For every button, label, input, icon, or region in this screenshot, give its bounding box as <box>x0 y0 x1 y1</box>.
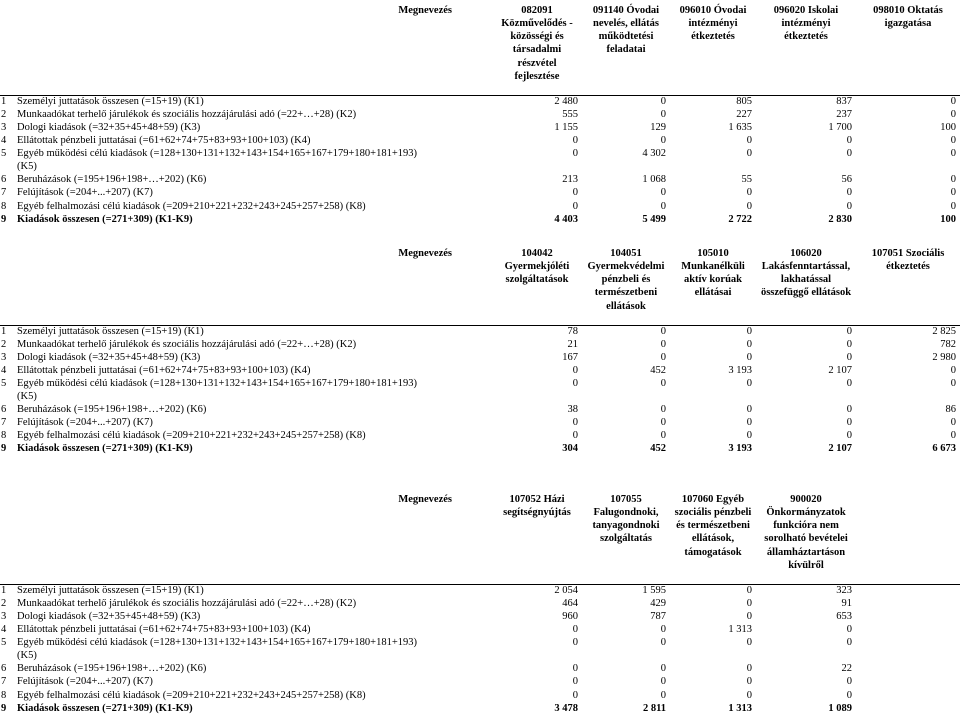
table-row <box>0 443 960 456</box>
value-cell: 0 <box>846 637 852 649</box>
value-cell: 0 <box>660 676 666 688</box>
value-cell: 0 <box>660 338 666 350</box>
value-cell: 0 <box>660 351 666 363</box>
value-cell: 0 <box>846 404 852 416</box>
value-cell: 2 980 <box>932 351 956 363</box>
table-row-continuation <box>0 391 960 404</box>
value-cell: 38 <box>567 404 578 416</box>
value-cell: 0 <box>660 663 666 675</box>
value-cell: 0 <box>746 135 752 147</box>
column-header: 900020 Önkormányzatok funkcióra nem sorolható bevételei államháztartáson kívülről <box>764 494 848 571</box>
value-cell: 0 <box>572 378 578 389</box>
row-label: Munkaadókat terhelő járulékok és szociális hozzájárulási adó (=22+…+28) (K2) <box>17 338 357 350</box>
value-cell: 0 <box>572 417 578 429</box>
row-label: Egyéb felhalmozási célú kiadások (=209+210+221+232+243+245+257+258) (K8) <box>17 430 366 442</box>
value-cell: 0 <box>846 676 852 688</box>
column-header: 107051 Szociális étkeztetés <box>871 248 945 273</box>
table-row-continuation <box>0 161 960 174</box>
value-cell: 805 <box>670 95 756 109</box>
value-cell: 3 193 <box>728 443 752 455</box>
value-cell: 0 <box>660 187 666 199</box>
value-cell: 4 403 <box>554 213 578 225</box>
value-cell: 2 107 <box>828 364 852 376</box>
row-number: 2 <box>1 597 7 609</box>
row-number: 8 <box>1 430 7 442</box>
row-number: 9 <box>1 702 7 714</box>
value-cell: 86 <box>945 404 956 416</box>
row-number: 8 <box>1 689 7 701</box>
table-section <box>0 245 960 457</box>
value-cell: 0 <box>572 200 578 212</box>
value-cell: 2 054 <box>492 584 582 598</box>
column-header: 107060 Egyéb szociális pénzbeli és természetbeni ellátások, támogatások <box>674 494 752 558</box>
value-cell: 0 <box>950 135 956 147</box>
table-section <box>0 491 960 716</box>
table-row <box>0 365 960 378</box>
value-cell: 0 <box>756 325 856 339</box>
value-cell: 0 <box>670 325 756 339</box>
value-cell: 0 <box>572 624 578 636</box>
value-cell: 0 <box>846 624 852 636</box>
value-cell: 0 <box>572 148 578 160</box>
row-number: 5 <box>1 378 7 389</box>
row-number: 5 <box>1 637 7 649</box>
row-label: Beruházások (=195+196+198+…+202) (K6) <box>17 174 207 186</box>
row-number: 6 <box>1 404 7 416</box>
value-cell: 21 <box>567 338 578 350</box>
value-cell: 323 <box>756 584 856 598</box>
value-cell <box>856 637 960 650</box>
value-cell: 0 <box>950 174 956 186</box>
row-number: 3 <box>1 351 7 363</box>
value-cell: 0 <box>746 676 752 688</box>
value-cell: 464 <box>562 597 578 609</box>
value-cell: 0 <box>746 610 752 622</box>
value-cell: 0 <box>846 689 852 701</box>
table-row <box>0 690 960 703</box>
value-cell: 653 <box>836 610 852 622</box>
expense-table <box>0 2 960 227</box>
table-row <box>0 703 960 716</box>
value-cell <box>856 676 960 689</box>
value-cell: 0 <box>846 148 852 160</box>
value-cell: 2 107 <box>828 443 852 455</box>
table-row-continuation <box>0 650 960 663</box>
value-cell: 2 811 <box>642 702 666 714</box>
value-cell: 0 <box>846 351 852 363</box>
value-cell: 0 <box>950 108 956 120</box>
table-row <box>0 624 960 637</box>
value-cell: 0 <box>746 430 752 442</box>
row-label: Egyéb működési célú kiadások (=128+130+131+132+143+154+165+167+179+180+181+193) <box>17 378 418 389</box>
column-header <box>856 491 960 572</box>
value-cell: 0 <box>950 148 956 160</box>
table-row <box>0 404 960 417</box>
value-cell: 0 <box>856 95 960 109</box>
value-cell: 0 <box>746 597 752 609</box>
value-cell: 0 <box>572 676 578 688</box>
value-cell: 0 <box>572 689 578 701</box>
value-cell: 0 <box>950 364 956 376</box>
table-row <box>0 417 960 430</box>
table-row <box>0 135 960 148</box>
table-section <box>0 2 960 227</box>
value-cell <box>856 624 960 637</box>
value-cell: 129 <box>650 121 666 133</box>
header-label: Megnevezés <box>398 494 452 505</box>
value-cell: 0 <box>846 338 852 350</box>
value-cell: 213 <box>562 174 578 186</box>
table-row <box>0 663 960 676</box>
row-number: 5 <box>1 148 7 160</box>
row-label: Kiadások összesen (=271+309) (K1-K9) <box>17 702 193 714</box>
table-row <box>0 352 960 365</box>
value-cell: 0 <box>572 430 578 442</box>
value-cell: 227 <box>736 108 752 120</box>
row-number: 2 <box>1 338 7 350</box>
row-label: Beruházások (=195+196+198+…+202) (K6) <box>17 663 207 675</box>
table-row <box>0 637 960 650</box>
table-row <box>0 325 960 339</box>
column-header: 091140 Óvodai nevelés, ellátás működtetési feladatai <box>592 5 660 56</box>
row-label: Dologi kiadások (=32+35+45+48+59) (K3) <box>17 351 201 363</box>
value-cell: 0 <box>660 430 666 442</box>
value-cell: 0 <box>582 95 670 109</box>
value-cell: 0 <box>660 404 666 416</box>
table-row <box>0 95 960 109</box>
value-cell: 5 499 <box>642 213 666 225</box>
row-number: 1 <box>0 325 14 339</box>
row-label: Egyéb működési célú kiadások (=128+130+131+132+143+154+165+167+179+180+181+193) <box>17 637 418 649</box>
row-label: Felújítások (=204+...+207) (K7) <box>17 417 153 429</box>
value-cell <box>856 703 960 716</box>
row-label: Személyi juttatások összesen (=15+19) (K1) <box>14 95 492 109</box>
value-cell: 0 <box>660 637 666 649</box>
table-row <box>0 109 960 122</box>
value-cell: 78 <box>492 325 582 339</box>
row-number: 4 <box>1 624 7 636</box>
row-label: Egyéb működési célú kiadások (=128+130+131+132+143+154+165+167+179+180+181+193) <box>17 148 418 160</box>
table-row <box>0 611 960 624</box>
value-cell: 0 <box>746 378 752 389</box>
value-cell: 0 <box>660 689 666 701</box>
value-cell: 55 <box>741 174 752 186</box>
value-cell: 1 313 <box>728 624 752 636</box>
value-cell: 1 068 <box>642 174 666 186</box>
row-label: Ellátottak pénzbeli juttatásai (=61+62+74+75+83+93+100+103) (K4) <box>17 135 311 147</box>
table-row <box>0 187 960 200</box>
row-label: Ellátottak pénzbeli juttatásai (=61+62+74+75+83+93+100+103) (K4) <box>17 364 311 376</box>
row-label: Kiadások összesen (=271+309) (K1-K9) <box>17 443 193 455</box>
row-number: 9 <box>1 213 7 225</box>
value-cell: 0 <box>846 187 852 199</box>
row-number: 3 <box>1 610 7 622</box>
row-label: Munkaadókat terhelő járulékok és szociális hozzájárulási adó (=22+…+28) (K2) <box>17 108 357 120</box>
table-row <box>0 676 960 689</box>
column-header: 096020 Iskolai intézményi étkeztetés <box>773 5 839 43</box>
table-row <box>0 148 960 161</box>
value-cell: 960 <box>562 610 578 622</box>
expense-table <box>0 491 960 716</box>
value-cell: 2 825 <box>856 325 960 339</box>
value-cell: 0 <box>572 187 578 199</box>
value-cell: 0 <box>746 637 752 649</box>
value-cell <box>856 663 960 676</box>
row-label: Személyi juttatások összesen (=15+19) (K1) <box>14 325 492 339</box>
header-row <box>0 491 960 572</box>
value-cell: 304 <box>562 443 578 455</box>
value-cell: 0 <box>746 663 752 675</box>
row-number: 4 <box>1 135 7 147</box>
value-cell: 1 700 <box>828 121 852 133</box>
value-cell: 2 830 <box>828 213 852 225</box>
row-label: Dologi kiadások (=32+35+45+48+59) (K3) <box>17 121 201 133</box>
table-row <box>0 174 960 187</box>
value-cell: 0 <box>746 338 752 350</box>
value-cell: 787 <box>650 610 666 622</box>
value-cell <box>856 584 960 598</box>
value-cell: 0 <box>950 200 956 212</box>
row-number: 1 <box>0 95 14 109</box>
value-cell: 0 <box>670 584 756 598</box>
value-cell: 91 <box>841 597 852 609</box>
value-cell: 22 <box>841 663 852 675</box>
row-number: 7 <box>1 676 7 688</box>
row-label: Egyéb felhalmozási célú kiadások (=209+210+221+232+243+245+257+258) (K8) <box>17 200 366 212</box>
value-cell: 555 <box>562 108 578 120</box>
value-cell: 6 673 <box>932 443 956 455</box>
value-cell: 1 313 <box>728 702 752 714</box>
row-label: Dologi kiadások (=32+35+45+48+59) (K3) <box>17 610 201 622</box>
value-cell: 56 <box>841 174 852 186</box>
value-cell: 167 <box>562 351 578 363</box>
value-cell: 0 <box>846 135 852 147</box>
value-cell: 0 <box>572 637 578 649</box>
column-header: 096010 Óvodai intézményi étkeztetés <box>679 5 747 43</box>
value-cell: 2 480 <box>492 95 582 109</box>
value-cell: 3 193 <box>728 364 752 376</box>
value-cell: 782 <box>940 338 956 350</box>
row-number: 3 <box>1 121 7 133</box>
value-cell: 0 <box>846 200 852 212</box>
value-cell: 837 <box>756 95 856 109</box>
value-cell: 100 <box>940 121 956 133</box>
row-label: Felújítások (=204+...+207) (K7) <box>17 187 153 199</box>
value-cell: 0 <box>746 689 752 701</box>
value-cell: 0 <box>950 187 956 199</box>
value-cell: 452 <box>650 364 666 376</box>
row-label-continuation: (K5) <box>17 391 37 403</box>
column-header: 098010 Oktatás igazgatása <box>873 5 943 30</box>
column-header: 106020 Lakásfenntartással, lakhatással összefüggő ellátások <box>760 248 852 299</box>
value-cell <box>856 598 960 611</box>
header-label: Megnevezés <box>398 248 452 259</box>
value-cell: 4 302 <box>642 148 666 160</box>
value-cell: 0 <box>660 135 666 147</box>
value-cell: 0 <box>950 378 956 389</box>
value-cell: 100 <box>940 213 956 225</box>
expense-table <box>0 245 960 457</box>
row-number: 6 <box>1 663 7 675</box>
column-header: 107055 Falugondnoki, tanyagondnoki szolgáltatás <box>592 494 660 545</box>
table-row <box>0 430 960 443</box>
value-cell: 0 <box>660 417 666 429</box>
row-label: Felújítások (=204+...+207) (K7) <box>17 676 153 688</box>
row-label-continuation: (K5) <box>17 161 37 173</box>
value-cell: 1 595 <box>582 584 670 598</box>
row-number: 6 <box>1 174 7 186</box>
value-cell: 0 <box>572 364 578 376</box>
value-cell: 0 <box>660 200 666 212</box>
value-cell: 0 <box>572 135 578 147</box>
column-header: 104042 Gyermekjóléti szolgáltatások <box>504 248 570 286</box>
row-number: 4 <box>1 364 7 376</box>
row-label: Munkaadókat terhelő járulékok és szociális hozzájárulási adó (=22+…+28) (K2) <box>17 597 357 609</box>
header-label: Megnevezés <box>398 5 452 16</box>
value-cell: 429 <box>650 597 666 609</box>
value-cell: 0 <box>572 663 578 675</box>
value-cell: 0 <box>746 404 752 416</box>
row-number: 7 <box>1 187 7 199</box>
value-cell: 0 <box>660 108 666 120</box>
value-cell: 0 <box>746 351 752 363</box>
row-label: Egyéb felhalmozási célú kiadások (=209+210+221+232+243+245+257+258) (K8) <box>17 689 366 701</box>
value-cell: 0 <box>846 430 852 442</box>
table-row <box>0 339 960 352</box>
value-cell: 1 155 <box>554 121 578 133</box>
column-header: 104051 Gyermekvédelmi pénzbeli és természetbeni ellátások <box>587 248 665 312</box>
value-cell: 1 089 <box>828 702 852 714</box>
header-row <box>0 245 960 313</box>
value-cell: 0 <box>746 200 752 212</box>
row-label: Személyi juttatások összesen (=15+19) (K1) <box>14 584 492 598</box>
row-label: Beruházások (=195+196+198+…+202) (K6) <box>17 404 207 416</box>
value-cell <box>856 611 960 624</box>
value-cell: 0 <box>950 430 956 442</box>
value-cell: 0 <box>746 417 752 429</box>
table-row <box>0 598 960 611</box>
table-row <box>0 122 960 135</box>
table-row <box>0 214 960 227</box>
row-number: 2 <box>1 108 7 120</box>
table-row <box>0 584 960 598</box>
header-row <box>0 2 960 83</box>
value-cell: 237 <box>836 108 852 120</box>
row-number: 9 <box>1 443 7 455</box>
row-number: 8 <box>1 200 7 212</box>
value-cell: 3 478 <box>554 702 578 714</box>
value-cell: 0 <box>746 148 752 160</box>
value-cell: 0 <box>660 624 666 636</box>
value-cell: 0 <box>846 417 852 429</box>
row-number: 1 <box>0 584 14 598</box>
value-cell: 0 <box>846 378 852 389</box>
value-cell: 2 722 <box>728 213 752 225</box>
column-header: 107052 Házi segítségnyújtás <box>503 494 571 519</box>
column-header: 082091 Közművelődés - közösségi és társadalmi részvétel fejlesztése <box>501 5 573 82</box>
table-row <box>0 201 960 214</box>
row-label: Ellátottak pénzbeli juttatásai (=61+62+74+75+83+93+100+103) (K4) <box>17 624 311 636</box>
value-cell <box>856 690 960 703</box>
value-cell: 0 <box>950 417 956 429</box>
row-number: 7 <box>1 417 7 429</box>
value-cell: 1 635 <box>728 121 752 133</box>
table-row <box>0 378 960 391</box>
value-cell: 0 <box>746 187 752 199</box>
value-cell: 452 <box>650 443 666 455</box>
row-label: Kiadások összesen (=271+309) (K1-K9) <box>17 213 193 225</box>
value-cell: 0 <box>582 325 670 339</box>
row-label-continuation: (K5) <box>17 650 37 662</box>
value-cell: 0 <box>660 378 666 389</box>
column-header: 105010 Munkanélküli aktív korúak ellátásai <box>681 248 745 299</box>
